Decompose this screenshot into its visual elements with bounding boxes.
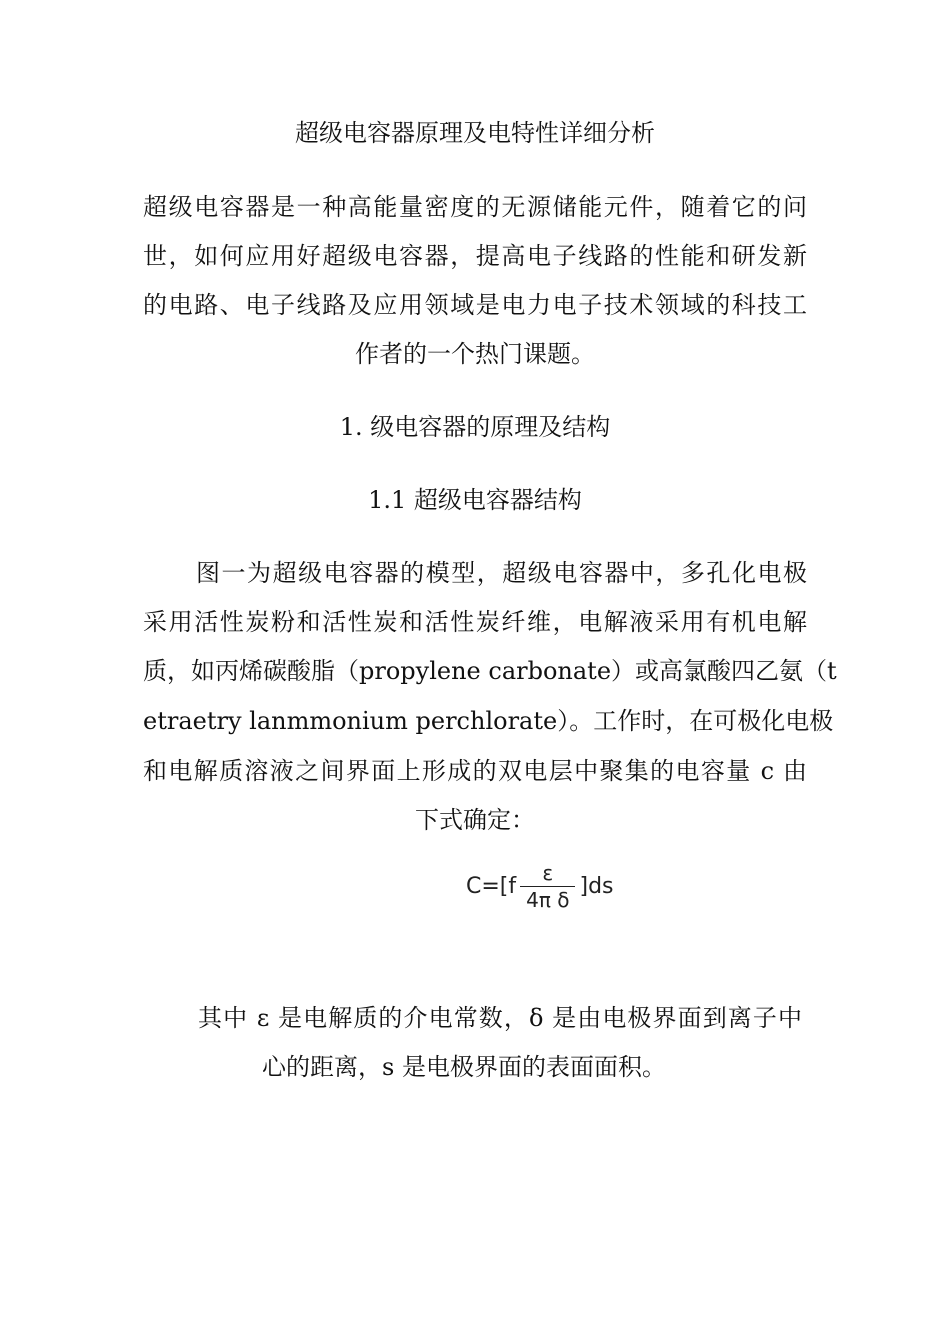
document-title: 超级电容器原理及电特性详细分析 [295,119,655,147]
formula-fraction [520,862,575,911]
body-line-6: 下式确定： [415,806,535,834]
capacitance-formula [466,862,614,911]
body-line-1: 图一为超级电容器的模型，超级电容器中，多孔化电极 [196,559,807,587]
body-line-4: etraetry lanmmonium perchlorate）。工作时，在可极化电极 [143,707,834,735]
explanation-line-1: 其中 ε 是电解质的介电常数，δ 是由电极界面到离子中 [198,1004,802,1032]
intro-line-1: 超级电容器是一种高能量密度的无源储能元件，随着它的问 [143,193,807,221]
body-line-2: 采用活性炭粉和活性炭和活性炭纤维，电解液采用有机电解 [143,608,807,636]
intro-line-2: 世，如何应用好超级电容器，提高电子线路的性能和研发新 [143,242,807,270]
explanation-line-2: 心的距离，s 是电极界面的表面面积。 [262,1053,666,1081]
intro-line-4: 作者的一个热门课题。 [355,340,595,368]
formula-numerator: ε [542,861,554,885]
section-1-1-heading: 1.1 超级电容器结构 [368,486,582,514]
body-line-3: 质，如丙烯碳酸脂（propylene carbonate）或高氯酸四乙氨（t [143,657,837,685]
intro-line-3: 的电路、电子线路及应用领域是电力电子技术领域的科技工 [143,291,807,319]
formula-denominator: 4π δ [526,888,570,912]
section-1-heading: 1. 级电容器的原理及结构 [339,413,611,441]
formula-prefix: C=[f [466,874,517,899]
body-line-5: 和电解质溶液之间界面上形成的双电层中聚集的电容量 c 由 [143,757,807,785]
formula-suffix: ]ds [579,874,614,899]
